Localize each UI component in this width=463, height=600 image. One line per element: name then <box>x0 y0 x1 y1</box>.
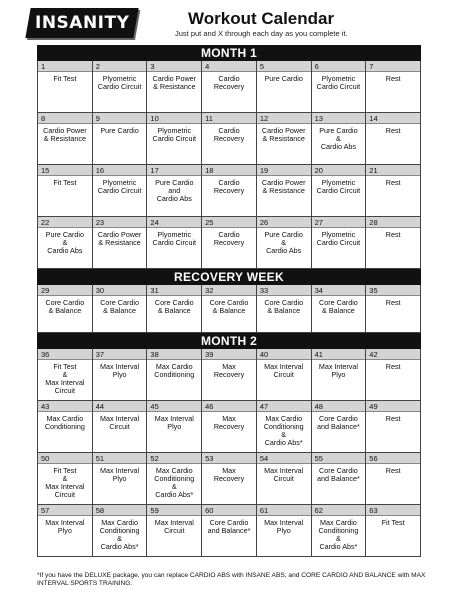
workout-name: Max Interval Plyo <box>99 466 140 483</box>
workout-name: Rest <box>385 178 401 187</box>
calendar-day-cell <box>38 401 93 453</box>
day-number: 14 <box>366 113 420 124</box>
calendar-day-cell <box>257 217 312 269</box>
day-number: 38 <box>147 349 201 360</box>
calendar-day-cell <box>38 61 93 113</box>
day-number: 33 <box>257 285 311 296</box>
workout-name: Max Recovery <box>213 414 245 431</box>
day-number: 47 <box>257 401 311 412</box>
calendar-day-cell <box>366 401 421 453</box>
calendar-day-cell <box>257 113 312 165</box>
calendar-day-cell <box>147 349 202 401</box>
day-number: 56 <box>366 453 420 464</box>
day-number: 3 <box>147 61 201 72</box>
calendar-day-cell <box>312 165 367 217</box>
workout-name: Max Interval Circuit <box>264 466 304 483</box>
workout-name: Cardio Power & Resistance <box>261 178 306 195</box>
day-number: 42 <box>366 349 420 360</box>
workout-name: Plyometric Cardio Circuit <box>152 230 197 247</box>
day-number: 34 <box>312 285 366 296</box>
calendar-week-row <box>37 453 421 505</box>
workout-name: Max Interval Circuit <box>99 414 140 431</box>
calendar-day-cell <box>147 61 202 113</box>
workout-name: Pure Cardio & Cardio Abs <box>264 230 303 255</box>
calendar-day-cell <box>93 505 148 557</box>
logo-text: INSANITY <box>34 13 130 33</box>
day-number: 40 <box>257 349 311 360</box>
calendar-day-cell <box>202 217 257 269</box>
day-number: 8 <box>38 113 92 124</box>
day-number: 23 <box>93 217 147 228</box>
day-number: 62 <box>312 505 366 516</box>
day-number: 49 <box>366 401 420 412</box>
workout-name: Max Cardio Conditioning & Cardio Abs* <box>99 518 140 551</box>
page-title: Workout Calendar <box>188 9 335 28</box>
day-number: 9 <box>93 113 147 124</box>
calendar-day-cell <box>366 349 421 401</box>
section-header: MONTH 1 <box>37 45 421 61</box>
day-number: 51 <box>93 453 147 464</box>
workout-name: Cardio Power & Resistance <box>261 126 306 143</box>
calendar-day-cell <box>257 349 312 401</box>
calendar-day-cell <box>366 61 421 113</box>
insanity-logo <box>25 8 138 38</box>
calendar-day-cell <box>93 113 148 165</box>
calendar-day-cell <box>202 453 257 505</box>
workout-name: Rest <box>385 74 401 83</box>
day-number: 5 <box>257 61 311 72</box>
day-number: 32 <box>202 285 256 296</box>
workout-name: Core Cardio & Balance <box>209 298 249 315</box>
calendar-day-cell <box>147 285 202 333</box>
workout-name: Cardio Power & Resistance <box>43 126 87 143</box>
calendar-day-cell <box>202 61 257 113</box>
day-number: 4 <box>202 61 256 72</box>
workout-name: Fit Test <box>381 518 405 527</box>
workout-name: Core Cardio and Balance* <box>207 518 251 535</box>
section-header: RECOVERY WEEK <box>37 269 421 285</box>
calendar-day-cell <box>38 505 93 557</box>
day-number: 15 <box>38 165 92 176</box>
page-header <box>28 8 438 42</box>
workout-name: Max Recovery <box>213 466 245 483</box>
workout-name: Rest <box>385 298 401 307</box>
workout-name: Rest <box>385 362 401 371</box>
day-number: 6 <box>312 61 366 72</box>
workout-name: Max Interval Plyo <box>154 414 194 431</box>
day-number: 57 <box>38 505 92 516</box>
calendar-day-cell <box>312 349 367 401</box>
section-header: MONTH 2 <box>37 333 421 349</box>
workout-name: Core Cardio & Balance <box>319 298 358 315</box>
workout-name: Core Cardio and Balance* <box>317 466 360 483</box>
workout-name: Pure Cardio and Cardio Abs <box>155 178 194 203</box>
day-number: 46 <box>202 401 256 412</box>
workout-name: Plyometric Cardio Circuit <box>316 178 361 195</box>
day-number: 12 <box>257 113 311 124</box>
workout-name: Cardio Recovery <box>213 126 245 143</box>
calendar-day-cell <box>202 505 257 557</box>
day-number: 50 <box>38 453 92 464</box>
workout-name: Cardio Power & Resistance <box>97 230 142 247</box>
calendar-day-cell <box>257 165 312 217</box>
workout-name: Fit Test & Max Interval Circuit <box>45 362 85 395</box>
calendar-day-cell <box>366 505 421 557</box>
day-number: 30 <box>93 285 147 296</box>
workout-name: Pure Cardio <box>264 74 303 83</box>
workout-name: Pure Cardio & Cardio Abs <box>319 126 358 151</box>
calendar-week-row <box>37 113 421 165</box>
workout-name: Rest <box>385 414 401 423</box>
day-number: 55 <box>312 453 366 464</box>
workout-name: Rest <box>385 126 401 135</box>
workout-name: Max Interval Plyo <box>45 518 85 535</box>
workout-name: Rest <box>385 466 401 475</box>
day-number: 63 <box>366 505 420 516</box>
workout-name: Max Cardio Conditioning <box>154 362 195 379</box>
calendar-day-cell <box>202 165 257 217</box>
calendar-day-cell <box>202 285 257 333</box>
calendar-day-cell <box>147 217 202 269</box>
workout-name: Fit Test <box>53 74 77 83</box>
calendar-week-row <box>37 285 421 333</box>
calendar-day-cell <box>257 505 312 557</box>
day-number: 54 <box>257 453 311 464</box>
workout-name: Max Interval Circuit <box>264 362 304 379</box>
calendar-day-cell <box>312 217 367 269</box>
day-number: 21 <box>366 165 420 176</box>
calendar-day-cell <box>38 285 93 333</box>
day-number: 10 <box>147 113 201 124</box>
day-number: 11 <box>202 113 256 124</box>
day-number: 59 <box>147 505 201 516</box>
workout-name: Max Interval Plyo <box>99 362 140 379</box>
workout-name: Cardio Recovery <box>213 178 245 195</box>
workout-name: Max Cardio Conditioning & Cardio Abs* <box>318 518 359 551</box>
day-number: 1 <box>38 61 92 72</box>
day-number: 2 <box>93 61 147 72</box>
workout-name: Pure Cardio <box>100 126 139 135</box>
workout-name: Cardio Recovery <box>213 230 245 247</box>
workout-name: Max Cardio Conditioning & Cardio Abs* <box>154 466 195 499</box>
day-number: 35 <box>366 285 420 296</box>
calendar-day-cell <box>93 453 148 505</box>
workout-name: Max Interval Plyo <box>318 362 358 379</box>
calendar-day-cell <box>312 505 367 557</box>
calendar-day-cell <box>202 401 257 453</box>
calendar-day-cell <box>257 401 312 453</box>
calendar-day-cell <box>202 349 257 401</box>
workout-name: Max Recovery <box>213 362 245 379</box>
calendar-day-cell <box>93 217 148 269</box>
workout-name: Plyometric Cardio Circuit <box>316 74 361 91</box>
workout-name: Core Cardio & Balance <box>154 298 194 315</box>
day-number: 60 <box>202 505 256 516</box>
calendar-day-cell <box>366 453 421 505</box>
calendar-day-cell <box>366 113 421 165</box>
workout-name: Core Cardio and Balance* <box>317 414 360 431</box>
day-number: 43 <box>38 401 92 412</box>
workout-name: Plyometric Cardio Circuit <box>152 126 197 143</box>
workout-name: Cardio Power & Resistance <box>152 74 197 91</box>
calendar-day-cell <box>38 165 93 217</box>
day-number: 58 <box>93 505 147 516</box>
day-number: 44 <box>93 401 147 412</box>
calendar-day-cell <box>38 217 93 269</box>
day-number: 22 <box>38 217 92 228</box>
day-number: 31 <box>147 285 201 296</box>
workout-name: Max Interval Plyo <box>264 518 304 535</box>
day-number: 13 <box>312 113 366 124</box>
calendar-day-cell <box>147 453 202 505</box>
workout-name: Max Cardio Conditioning <box>44 414 85 431</box>
workout-name: Plyometric Cardio Circuit <box>97 178 142 195</box>
calendar-day-cell <box>93 165 148 217</box>
calendar-day-cell <box>38 453 93 505</box>
calendar-day-cell <box>366 217 421 269</box>
calendar-week-row <box>37 165 421 217</box>
workout-name: Plyometric Cardio Circuit <box>97 74 142 91</box>
calendar-day-cell <box>257 61 312 113</box>
calendar-day-cell <box>312 401 367 453</box>
calendar-day-cell <box>147 165 202 217</box>
workout-name: Max Interval Circuit <box>154 518 194 535</box>
calendar-week-row <box>37 505 421 557</box>
day-number: 16 <box>93 165 147 176</box>
calendar-day-cell <box>312 61 367 113</box>
workout-name: Max Cardio Conditioning & Cardio Abs* <box>263 414 304 447</box>
day-number: 27 <box>312 217 366 228</box>
calendar-week-row <box>37 61 421 113</box>
day-number: 17 <box>147 165 201 176</box>
day-number: 61 <box>257 505 311 516</box>
calendar-day-cell <box>93 285 148 333</box>
day-number: 18 <box>202 165 256 176</box>
day-number: 37 <box>93 349 147 360</box>
day-number: 39 <box>202 349 256 360</box>
day-number: 29 <box>38 285 92 296</box>
calendar-day-cell <box>38 113 93 165</box>
workout-calendar <box>37 45 421 557</box>
day-number: 28 <box>366 217 420 228</box>
workout-name: Pure Cardio & Cardio Abs <box>45 230 85 255</box>
calendar-day-cell <box>147 505 202 557</box>
calendar-day-cell <box>312 285 367 333</box>
calendar-day-cell <box>93 61 148 113</box>
calendar-day-cell <box>93 349 148 401</box>
calendar-day-cell <box>257 285 312 333</box>
calendar-day-cell <box>257 453 312 505</box>
page-subtitle: Just put and X through each day as you complete it. <box>175 29 348 38</box>
day-number: 45 <box>147 401 201 412</box>
day-number: 24 <box>147 217 201 228</box>
calendar-day-cell <box>38 349 93 401</box>
footnote: *If you have the DELUXE package, you can replace CARDIO ABS with INSANE ABS, and CORE CARDIO AND BALANCE with MAX INTERVAL SPORTS TRAINING. <box>37 572 426 587</box>
calendar-day-cell <box>93 401 148 453</box>
calendar-day-cell <box>147 401 202 453</box>
day-number: 52 <box>147 453 201 464</box>
calendar-week-row <box>37 217 421 269</box>
workout-name: Fit Test & Max Interval Circuit <box>45 466 85 499</box>
workout-name: Core Cardio & Balance <box>100 298 139 315</box>
day-number: 41 <box>312 349 366 360</box>
calendar-day-cell <box>366 165 421 217</box>
day-number: 20 <box>312 165 366 176</box>
day-number: 48 <box>312 401 366 412</box>
calendar-week-row <box>37 401 421 453</box>
day-number: 7 <box>366 61 420 72</box>
workout-name: Cardio Recovery <box>213 74 245 91</box>
workout-name: Plyometric Cardio Circuit <box>316 230 361 247</box>
calendar-week-row <box>37 349 421 401</box>
day-number: 19 <box>257 165 311 176</box>
workout-name: Fit Test <box>53 178 77 187</box>
workout-name: Rest <box>385 230 401 239</box>
calendar-day-cell <box>202 113 257 165</box>
day-number: 36 <box>38 349 92 360</box>
day-number: 26 <box>257 217 311 228</box>
workout-name: Core Cardio & Balance <box>45 298 85 315</box>
calendar-day-cell <box>147 113 202 165</box>
workout-name: Core Cardio & Balance <box>264 298 304 315</box>
day-number: 53 <box>202 453 256 464</box>
calendar-day-cell <box>312 453 367 505</box>
day-number: 25 <box>202 217 256 228</box>
calendar-day-cell <box>312 113 367 165</box>
calendar-day-cell <box>366 285 421 333</box>
